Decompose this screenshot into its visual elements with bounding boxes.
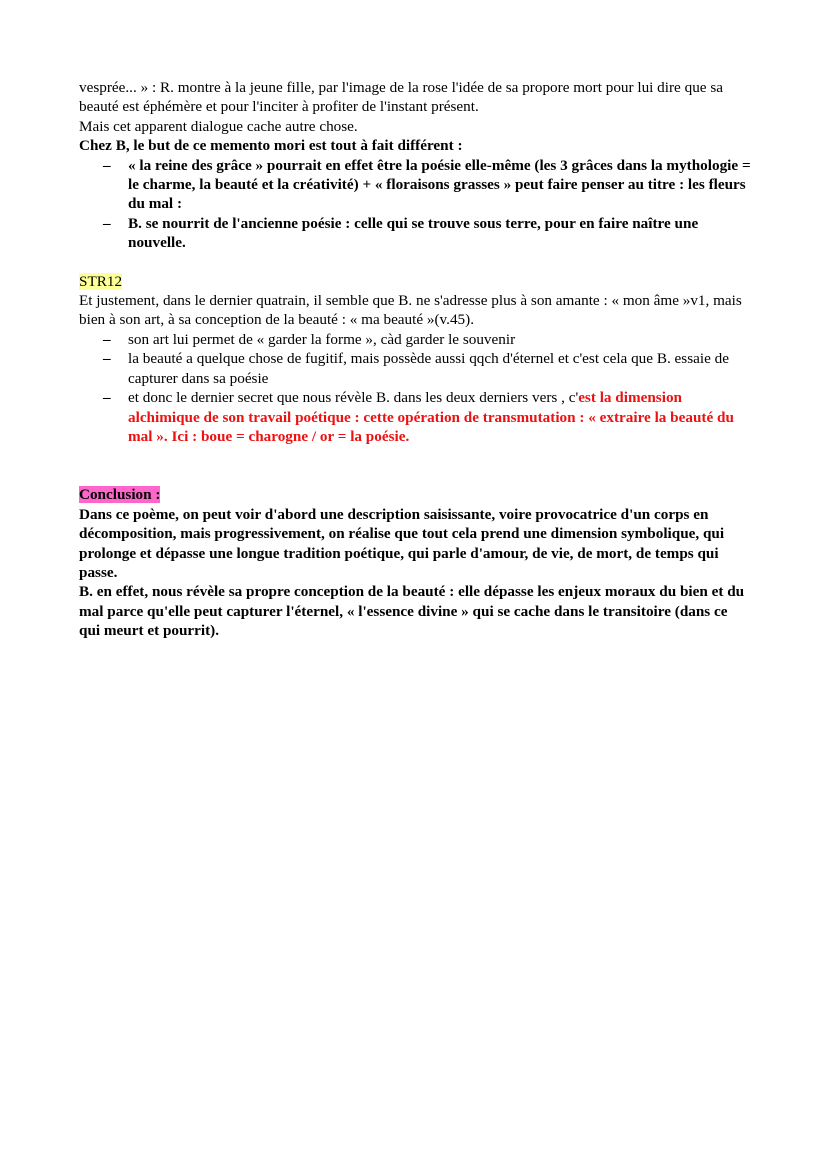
conclusion-heading: Conclusion [79, 486, 152, 504]
str12-paragraph: Et justement, dans le dernier quatrain, il semble que B. ne s'adresse plus à son amante : « mon âme »v1, mais bien à son art, à sa conception de la beauté : « ma beauté »(v.45). [79, 292, 742, 329]
conclusion-paragraph-2: B. en effet, nous révèle sa propre conception de la beauté : elle dépasse les enjeux moraux du bien et du mal parce qu'elle peut capturer l'éternel, « l'essence divine » qui se cache dans le transitoire (dans ce qui meurt et pourrit). [79, 583, 745, 640]
str12-bullet-secret-plain: et donc le dernier secret que nous révèle B. dans les deux derniers vers , c' [128, 389, 579, 407]
str12-heading-line [79, 272, 751, 291]
str12-bullet-forme: – son art lui permet de « garder la forme », càd garder le souvenir [128, 330, 751, 349]
str12-bullet-secret [128, 388, 751, 446]
str12-bullet-list [79, 330, 751, 446]
intro-bullet-ancienne-poesie: – B. se nourrit de l'ancienne poésie : celle qui se trouve sous terre, pour en faire naître une nouvelle. [128, 214, 751, 253]
str12-bullet-secret-red: est la dimension alchimique de son travail poétique : cette opération de transmutation : « extraire la beauté du mal ». Ici : boue = charogne / or = la poésie. [128, 389, 734, 445]
intro-bullet-list [79, 156, 751, 253]
str12-bullet-fugitif: – la beauté a quelque chose de fugitif, mais possède aussi qqch d'éternel et c'est cela que B. essaie de capturer dans sa poésie [128, 349, 751, 388]
str12-heading: STR12 [79, 272, 123, 290]
conclusion-heading-suffix: : [151, 486, 161, 504]
document-page [79, 78, 751, 641]
spacer [79, 253, 751, 272]
conclusion-heading-line [79, 485, 751, 504]
intro-paragraph: vesprée... » : R. montre à la jeune fille, par l'image de la rose l'idée de sa propore mort pour lui dire que sa beauté est éphémère et pour l'inciter à profiter de l'instant présent. [79, 79, 723, 116]
conclusion-paragraph-1: Dans ce poème, on peut voir d'abord une description saisissante, voire provocatrice d'un corps en décomposition, mais progressivement, on réalise que tout cela prend une dimension symbolique, qui prolonge et dépasse une longue tradition poétique, qui parle d'amour, de vie, de mort, de temps qui passe. [79, 505, 725, 581]
intro-bold-statement: Chez B, le but de ce memento mori est tout à fait différent : [79, 137, 463, 155]
spacer [79, 446, 751, 485]
intro-bullet-graces: – « la reine des grâce » pourrait en effet être la poésie elle-même (les 3 grâces dans la mythologie = le charme, la beauté et la créativité) + « floraisons grasses » peut faire penser au titre : les fleurs du mal : [128, 156, 751, 214]
intro-sentence: Mais cet apparent dialogue cache autre chose. [79, 117, 358, 135]
